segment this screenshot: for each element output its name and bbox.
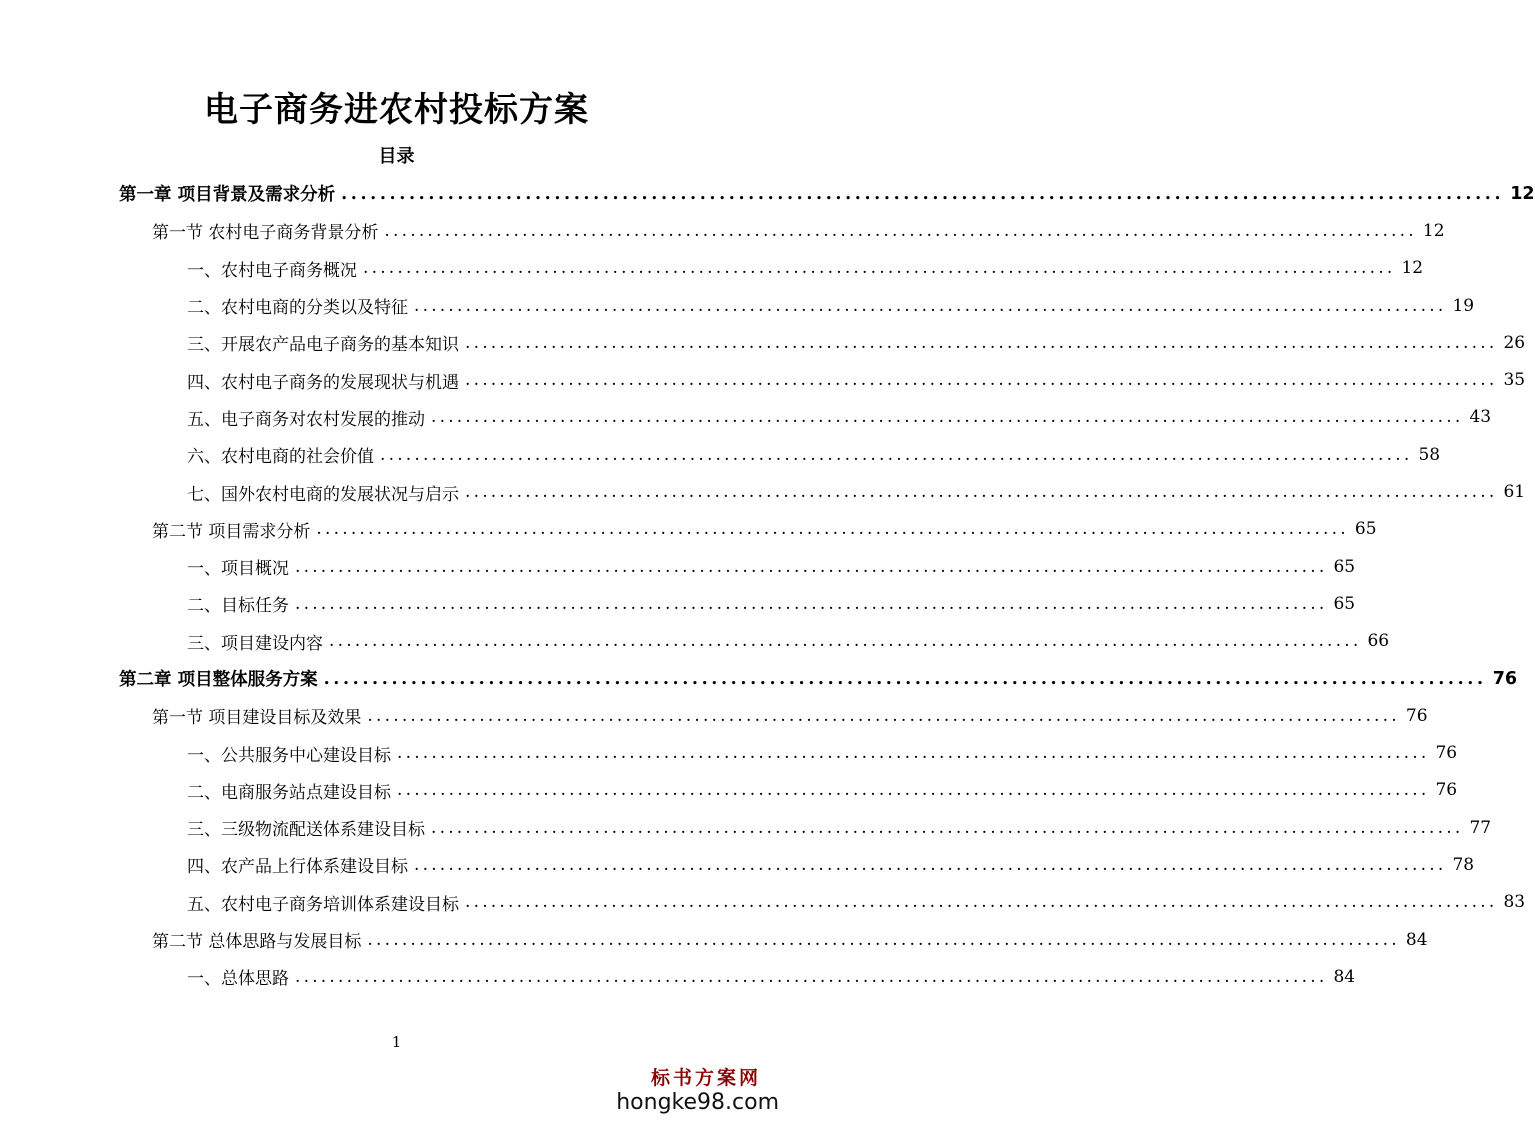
toc-heading: 目录 (378, 146, 415, 167)
table-of-contents (0, 175, 1535, 996)
toc-entry-label: 一、项目概况 (187, 559, 289, 580)
toc-entry-page: 35 (1503, 370, 1526, 391)
toc-entry-label: 三、三级物流配送体系建设目标 (187, 820, 425, 841)
toc-entry-label: 一、农村电子商务概况 (187, 260, 357, 281)
toc-entry[interactable] (0, 175, 1535, 212)
toc-entry[interactable] (0, 921, 1428, 958)
toc-entry-page: 84 (1405, 929, 1428, 950)
page-number: 1 (391, 1033, 402, 1051)
toc-entry[interactable] (0, 846, 1475, 883)
toc-entry-page: 26 (1503, 332, 1526, 353)
toc-entry-label: 五、电子商务对农村发展的推动 (187, 409, 425, 430)
toc-entry-page: 12 (1510, 183, 1535, 204)
toc-entry-page: 76 (1405, 705, 1428, 726)
toc-entry[interactable] (0, 734, 1458, 771)
toc-dot-leader: ........................................................................................................................ (367, 929, 1400, 950)
toc-dot-leader: ........................................................................................................................ (397, 743, 1430, 764)
toc-entry-label: 四、农产品上行体系建设目标 (187, 857, 408, 878)
toc-dot-leader: ........................................................................................................................ (465, 332, 1498, 353)
toc-dot-leader: ........................................................................................................................ (363, 258, 1396, 279)
toc-entry[interactable] (0, 772, 1458, 809)
toc-entry-label: 第一节 项目建设目标及效果 (152, 708, 362, 729)
toc-entry[interactable] (0, 884, 1526, 921)
toc-entry-page: 66 (1367, 631, 1390, 652)
toc-dot-leader: ........................................................................................................................ (431, 817, 1464, 838)
toc-entry-label: 六、农村电商的社会价值 (187, 447, 374, 468)
toc-entry-page: 12 (1401, 258, 1424, 279)
toc-dot-leader: ........................................................................................................................ (465, 370, 1498, 391)
toc-entry-label: 三、开展农产品电子商务的基本知识 (187, 335, 459, 356)
toc-dot-leader: ........................................................................................................................ (384, 220, 1417, 241)
toc-entry-label: 四、农村电子商务的发展现状与机遇 (187, 372, 459, 393)
toc-entry[interactable] (0, 511, 1377, 548)
toc-entry[interactable] (0, 548, 1356, 585)
toc-entry-label: 第二节 总体思路与发展目标 (152, 932, 362, 953)
toc-entry-page: 77 (1469, 817, 1492, 838)
toc-dot-leader: ........................................................................................................................ (367, 705, 1400, 726)
toc-entry-page: 78 (1452, 854, 1475, 875)
toc-dot-leader: ........................................................................................................................ (431, 407, 1464, 428)
toc-entry-page: 58 (1418, 444, 1441, 465)
toc-entry[interactable] (0, 660, 1518, 697)
toc-entry[interactable] (0, 585, 1356, 622)
toc-entry[interactable] (0, 361, 1526, 398)
toc-entry-label: 二、农村电商的分类以及特征 (187, 298, 408, 319)
toc-entry[interactable] (0, 250, 1424, 287)
toc-entry-label: 一、总体思路 (187, 969, 289, 990)
toc-dot-leader: ........................................................................................................................ (295, 966, 1328, 987)
toc-dot-leader: ........................................................................................................................ (397, 780, 1430, 801)
toc-dot-leader: ........................................................................................................................ (341, 183, 1505, 204)
toc-dot-leader: ........................................................................................................................ (295, 556, 1328, 577)
toc-dot-leader: ........................................................................................................................ (295, 593, 1328, 614)
toc-entry-page: 43 (1469, 407, 1492, 428)
toc-entry-label: 二、电商服务站点建设目标 (187, 782, 391, 803)
watermark-brand: 标书方案网 (650, 1067, 761, 1089)
toc-dot-leader: ........................................................................................................................ (329, 631, 1362, 652)
toc-entry-page: 65 (1333, 593, 1356, 614)
toc-entry-page: 76 (1435, 743, 1458, 764)
toc-dot-leader: ........................................................................................................................ (380, 444, 1413, 465)
toc-dot-leader: ........................................................................................................................ (465, 892, 1498, 913)
toc-entry[interactable] (0, 473, 1526, 510)
toc-entry-label: 五、农村电子商务培训体系建设目标 (187, 894, 459, 915)
toc-entry-label: 三、项目建设内容 (187, 633, 323, 654)
toc-entry-page: 61 (1503, 482, 1526, 503)
toc-dot-leader: ........................................................................................................................ (414, 295, 1447, 316)
toc-entry[interactable] (0, 958, 1356, 995)
toc-entry-label: 第二章 项目整体服务方案 (119, 670, 318, 690)
toc-entry-label: 七、国外农村电商的发展状况与启示 (187, 484, 459, 505)
toc-entry-page: 12 (1422, 220, 1445, 241)
toc-entry-page: 76 (1435, 780, 1458, 801)
toc-entry-label: 一、公共服务中心建设目标 (187, 745, 391, 766)
toc-entry-label: 第一节 农村电子商务背景分析 (152, 223, 379, 244)
toc-dot-leader: ........................................................................................................................ (414, 854, 1447, 875)
toc-dot-leader: ........................................................................................................................ (316, 519, 1349, 540)
toc-dot-leader: ........................................................................................................................ (323, 668, 1487, 689)
toc-entry-page: 65 (1354, 519, 1377, 540)
watermark-url: hongke98.com (616, 1090, 779, 1115)
toc-entry[interactable] (0, 436, 1441, 473)
toc-dot-leader: ........................................................................................................................ (465, 482, 1498, 503)
toc-entry[interactable] (0, 287, 1475, 324)
toc-entry-page: 19 (1452, 295, 1475, 316)
toc-entry-page: 83 (1503, 892, 1526, 913)
toc-entry[interactable] (0, 212, 1445, 249)
toc-entry[interactable] (0, 697, 1428, 734)
toc-entry-page: 84 (1333, 966, 1356, 987)
toc-entry-page: 65 (1333, 556, 1356, 577)
toc-entry-page: 76 (1492, 668, 1518, 689)
toc-entry[interactable] (0, 324, 1526, 361)
toc-entry-label: 二、目标任务 (187, 596, 289, 617)
watermark (616, 1066, 779, 1116)
toc-entry[interactable] (0, 399, 1492, 436)
toc-entry-label: 第一章 项目背景及需求分析 (119, 185, 336, 206)
toc-entry-label: 第二节 项目需求分析 (152, 521, 311, 542)
toc-entry[interactable] (0, 623, 1390, 660)
toc-entry[interactable] (0, 809, 1492, 846)
document-title: 电子商务进农村投标方案 (204, 90, 589, 130)
